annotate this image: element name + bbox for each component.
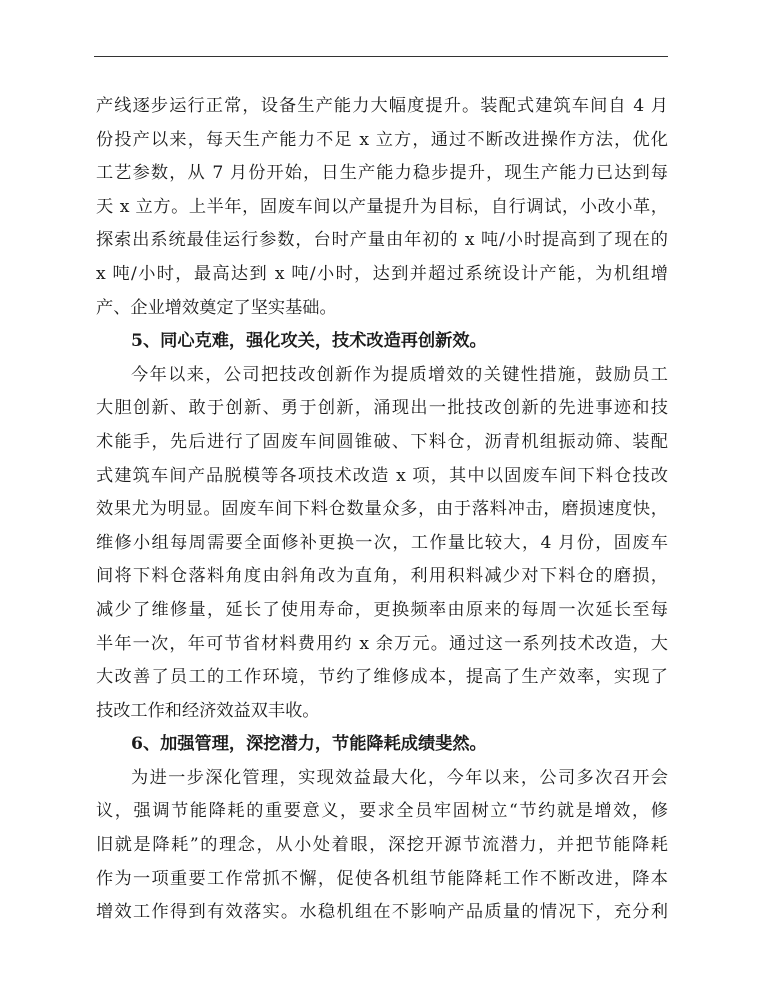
section-heading: 6、加强管理，深挖潜力，节能降耗成绩斐然。 bbox=[131, 734, 487, 755]
text-line: 作为一项重要工作常抓不懈，促使各机组节能降耗工作不断改进，降本 bbox=[96, 868, 668, 889]
header-rule bbox=[94, 56, 668, 57]
text-line: 效果尤为明显。固废车间下料仓数量众多，由于落料冲击，磨损速度快， bbox=[96, 499, 668, 520]
text-line: 技改工作和经济效益双丰收。 bbox=[96, 700, 320, 721]
text-line: 为进一步深化管理，实现效益最大化，今年以来，公司多次召开会 bbox=[131, 767, 668, 788]
text-line: 议，强调节能降耗的重要意义，要求全员牢固树立“节约就是增效，修 bbox=[96, 801, 668, 822]
text-line: 今年以来，公司把技改创新作为提质增效的关键性措施，鼓励员工 bbox=[131, 364, 668, 385]
section-heading: 5、同心克难，强化攻关，技术改造再创新效。 bbox=[131, 331, 487, 352]
text-line: 探索出系统最佳运行参数，台时产量由年初的 x 吨/小时提高到了现在的 bbox=[96, 230, 668, 251]
text-line: 维修小组每周需要全面修补更换一次，工作量比较大，4 月份，固废车 bbox=[96, 532, 668, 553]
text-line: 大改善了员工的工作环境，节约了维修成本，提高了生产效率，实现了 bbox=[96, 667, 668, 688]
text-line: 大胆创新、敢于创新、勇于创新，涌现出一批技改创新的先进事迹和技 bbox=[96, 398, 668, 419]
text-line: 天 x 立方。上半年，固废车间以产量提升为目标，自行调试，小改小革， bbox=[96, 196, 668, 217]
text-line: 份投产以来，每天生产能力不足 x 立方，通过不断改进操作方法，优化 bbox=[96, 129, 668, 150]
text-line: x 吨/小时，最高达到 x 吨/小时，达到并超过系统设计产能，为机组增 bbox=[96, 263, 668, 284]
text-line: 术能手，先后进行了固废车间圆锥破、下料仓，沥青机组振动筛、装配 bbox=[96, 431, 668, 452]
text-line: 式建筑车间产品脱模等各项技术改造 x 项，其中以固废车间下料仓技改 bbox=[96, 465, 668, 486]
document-body bbox=[96, 90, 668, 930]
text-line: 半年一次，年可节省材料费用约 x 余万元。通过这一系列技术改造，大 bbox=[96, 633, 668, 654]
text-line: 产线逐步运行正常，设备生产能力大幅度提升。装配式建筑车间自 4 月 bbox=[96, 96, 668, 116]
text-line: 减少了维修量，延长了使用寿命，更换频率由原来的每周一次延长至每 bbox=[96, 599, 668, 620]
text-line: 增效工作得到有效落实。水稳机组在不影响产品质量的情况下，充分利 bbox=[96, 902, 668, 923]
text-line: 产、企业增效奠定了坚实基础。 bbox=[96, 297, 337, 318]
text-line: 间将下料仓落料角度由斜角改为直角，利用积料减少对下料仓的磨损， bbox=[96, 566, 668, 587]
text-line: 工艺参数，从 7 月份开始，日生产能力稳步提升，现生产能力已达到每 bbox=[96, 163, 668, 184]
text-line: 旧就是降耗”的理念，从小处着眼，深挖开源节流潜力，并把节能降耗 bbox=[96, 835, 668, 856]
